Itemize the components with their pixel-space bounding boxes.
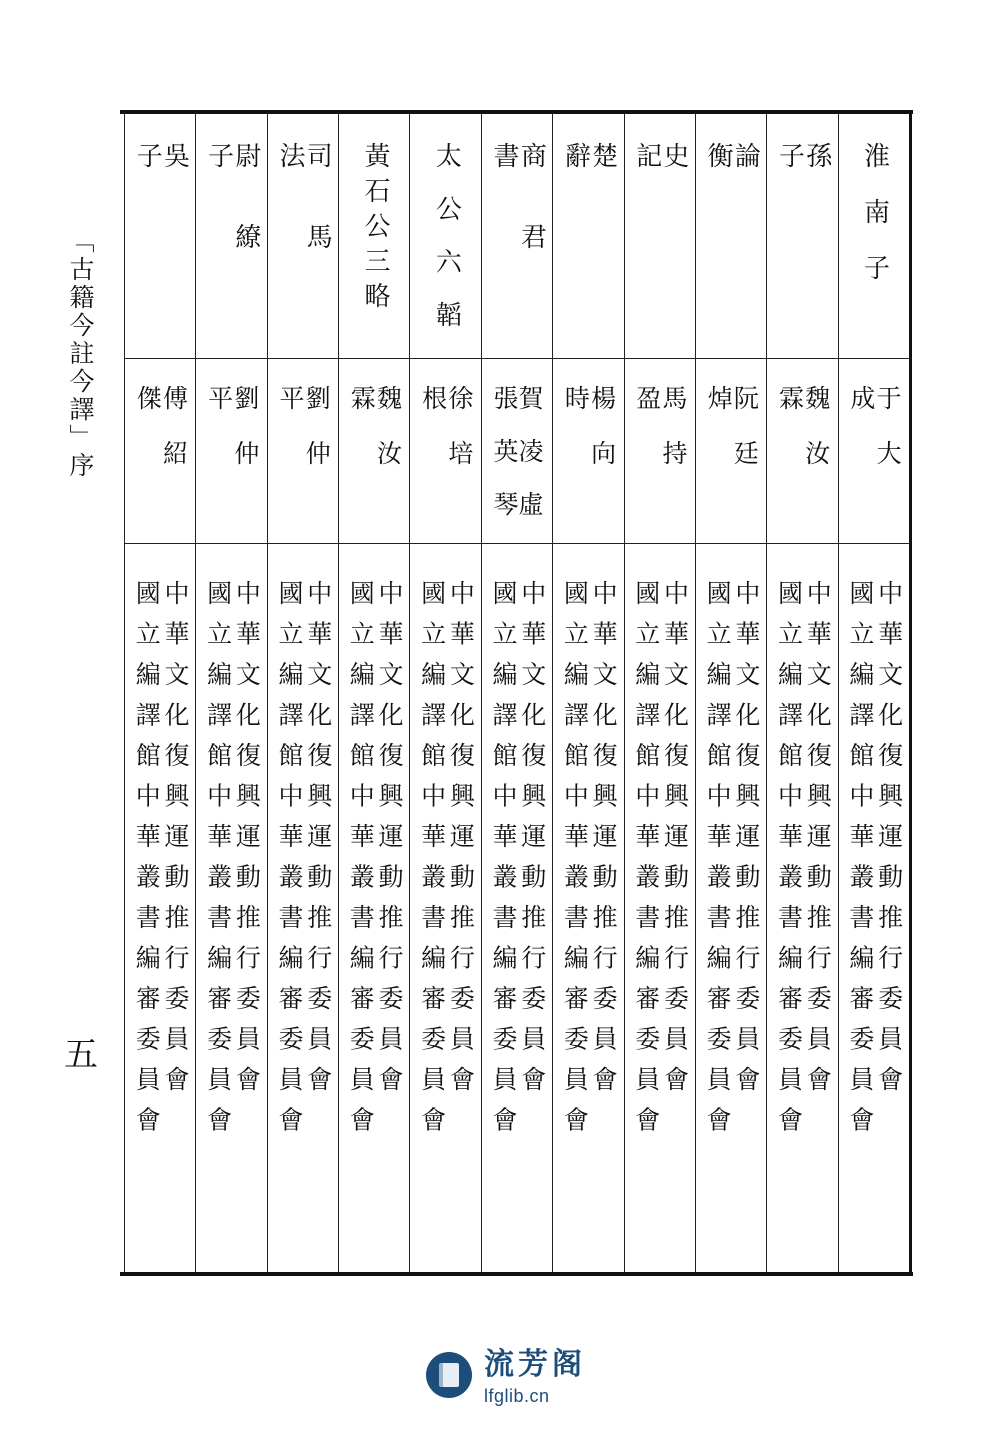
book-publisher: 中華文化復興運動推行委員會 國立編譯館中華叢書編審委員會 [132, 580, 190, 1147]
book-author: 魏汝霖 [347, 385, 403, 495]
book-author: 傅紹傑 [133, 385, 189, 495]
book-author: 阮廷焯 [704, 385, 760, 495]
book-publisher: 中華文化復興運動推行委員會 國立編譯館中華叢書編審委員會 [346, 580, 405, 1147]
book-title: 太公六韜 [431, 142, 462, 354]
watermark-url: lfglib.cn [484, 1386, 550, 1406]
book-author: 于大成 [846, 385, 903, 495]
table-row [624, 114, 695, 1272]
running-head: 「古籍今註今譯」序 [66, 228, 95, 480]
book-title: 楚辭 [560, 142, 618, 303]
table-row [338, 114, 409, 1272]
book-publisher: 中華文化復興運動推行委員會 國立編譯館中華叢書編審委員會 [631, 580, 690, 1147]
book-author: 劉仲平 [204, 385, 260, 495]
book-author: 魏汝霖 [775, 385, 831, 495]
watermark-name: 流芳阁 [484, 1347, 586, 1382]
table-row [267, 114, 338, 1272]
book-publisher: 中華文化復興運動推行委員會 國立編譯館中華叢書編審委員會 [203, 580, 262, 1147]
book-publisher: 中華文化復興運動推行委員會 國立編譯館中華叢書編審委員會 [417, 580, 476, 1147]
book-author: 楊向時 [561, 385, 617, 495]
book-title: 黃石公三略 [359, 142, 390, 317]
book-publisher: 中華文化復興運動推行委員會 國立編譯館中華叢書編審委員會 [703, 580, 761, 1147]
book-publisher: 中華文化復興運動推行委員會 國立編譯館中華叢書編審委員會 [774, 580, 833, 1147]
watermark-badge [426, 1352, 472, 1398]
table-row [552, 114, 623, 1272]
book-title: 司馬法 [274, 142, 333, 304]
book-publisher: 中華文化復興運動推行委員會 國立編譯館中華叢書編審委員會 [845, 580, 904, 1147]
book-author: 徐培根 [418, 385, 474, 495]
book-author: 劉仲平 [275, 385, 332, 495]
book-list-table [124, 114, 909, 1272]
table-row [766, 114, 837, 1272]
book-author: 馬持盈 [632, 385, 688, 495]
page-number: 五 [64, 1035, 98, 1075]
table-row [409, 114, 480, 1272]
table-row [481, 114, 552, 1272]
book-publisher: 中華文化復興運動推行委員會 國立編譯館中華叢書編審委員會 [274, 580, 333, 1147]
book-icon [439, 1363, 459, 1387]
book-title: 史記 [631, 142, 690, 303]
table-row [124, 114, 195, 1272]
book-publisher: 中華文化復興運動推行委員會 國立編譯館中華叢書編審委員會 [560, 580, 619, 1147]
book-title: 孫子 [774, 142, 832, 303]
table-row [695, 114, 766, 1272]
book-title: 淮南子 [859, 142, 890, 310]
book-title: 吳子 [132, 142, 190, 303]
book-title: 尉繚子 [203, 142, 261, 304]
table-row [838, 114, 909, 1272]
book-title: 商君書 [489, 142, 547, 304]
book-title: 論衡 [703, 142, 761, 303]
table-right-rule [909, 110, 912, 1276]
book-publisher: 中華文化復興運動推行委員會 國立編譯館中華叢書編審委員會 [489, 580, 547, 1147]
table-row [195, 114, 266, 1272]
book-author: 賀凌虛 張英琴 [490, 385, 545, 544]
table-bottom-rule [120, 1272, 913, 1276]
